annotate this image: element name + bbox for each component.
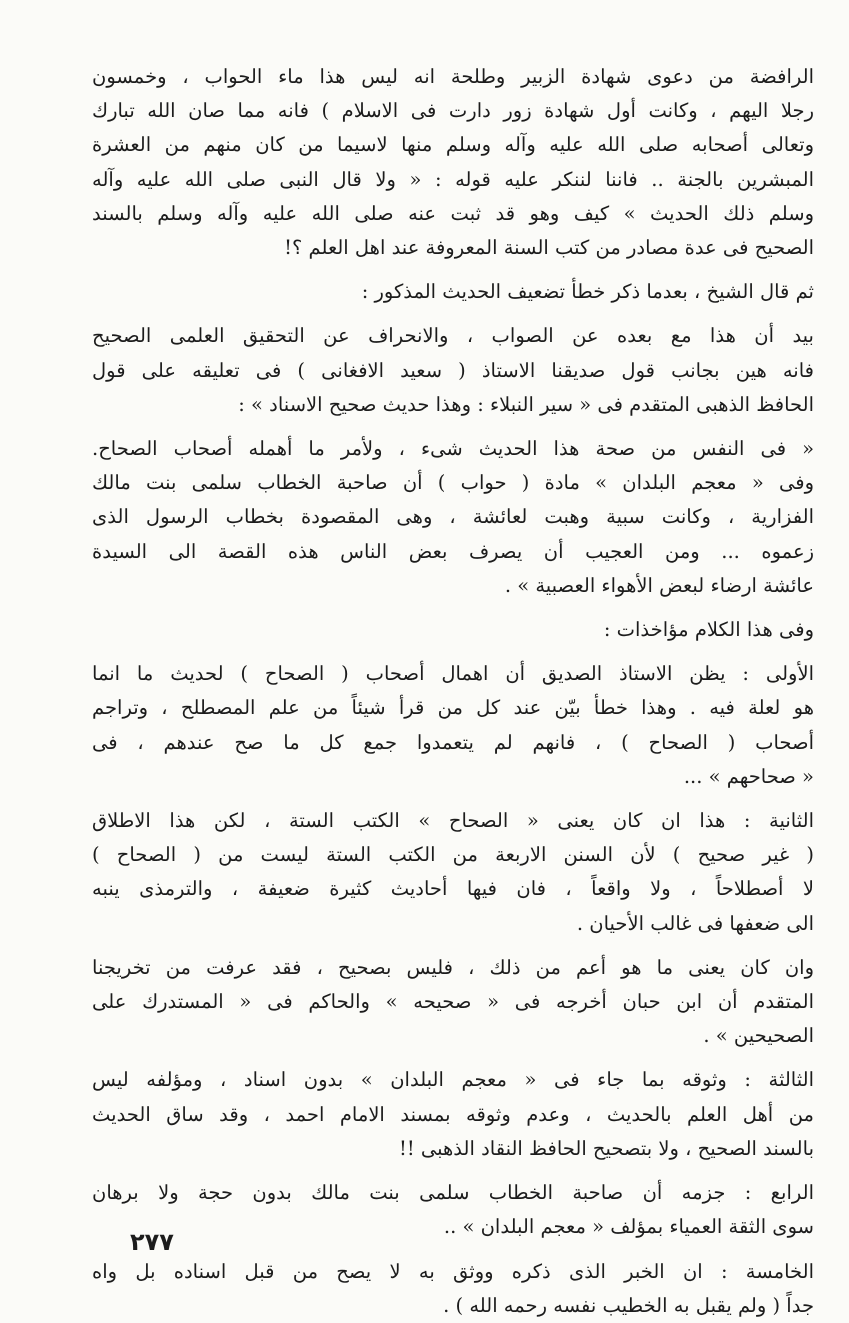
paragraph	[92, 432, 814, 603]
text-line: سوى الثقة العمياء بمؤلف « معجم البلدان » ..	[443, 1215, 814, 1239]
text-line: الرابع : جزمه أن صاحبة الخطاب سلمى بنت مالك بدون حجة ولا برهان	[92, 1181, 814, 1205]
text-line: المبشرين بالجنة .. فاننا لننكر عليه قوله : « ولا قال النبى صلى الله عليه وآله	[92, 167, 814, 191]
document-page	[92, 60, 814, 1323]
text-line: عائشة ارضاء لبعض الأهواء العصبية » .	[504, 573, 814, 597]
text-line: وتعالى أصحابه صلى الله عليه وآله وسلم منها لاسيما من كان منهم من العشرة	[92, 133, 814, 157]
paragraph	[92, 60, 814, 265]
text-line: الصحيح فى عدة مصادر من كتب السنة المعروفة عند اهل العلم ؟!	[284, 236, 814, 260]
text-line: لا أصطلاحاً ، ولا واقعاً ، فان فيها أحاديث كثيرة ضعيفة ، والترمذى ينبه	[92, 877, 814, 901]
text-line: الثانية : هذا ان كان يعنى « الصحاح » الكتب الستة ، لكن هذا الاطلاق	[92, 809, 814, 833]
text-line: وان كان يعنى ما هو أعم من ذلك ، فليس بصحيح ، فقد عرفت من تخريجنا	[92, 955, 814, 979]
text-line: رجلا اليهم ، وكانت أول شهادة زور دارت فى الاسلام ) فانه مما صان الله تبارك	[92, 99, 814, 123]
page-number: ٢٧٧	[130, 1228, 174, 1256]
text-line: الى ضعفها فى غالب الأحيان .	[576, 911, 814, 935]
paragraph	[92, 275, 814, 309]
paragraph	[92, 951, 814, 1054]
text-line: بيد أن هذا مع بعده عن الصواب ، والانحراف عن التحقيق العلمى الصحيح	[92, 324, 814, 348]
text-line: وفى « معجم البلدان » مادة ( حواب ) أن صاحبة الخطاب سلمى بنت مالك	[92, 471, 814, 495]
text-line: زعموه ... ومن العجيب أن يصرف بعض الناس هذه القصة الى السيدة	[92, 539, 814, 563]
text-line: الثالثة : وثوقه بما جاء فى « معجم البلدان » بدون اسناد ، ومؤلفه ليس	[92, 1068, 814, 1092]
paragraph	[92, 1063, 814, 1166]
text-line: الحافظ الذهبى المتقدم فى « سير النبلاء : وهذا حديث صحيح الاسناد » :	[238, 392, 814, 416]
paragraph	[92, 657, 814, 794]
text-line: الخامسة : ان الخبر الذى ذكره ووثق به لا يصح من قبل اسناده بل واه	[92, 1259, 814, 1283]
text-line: وسلم ذلك الحديث » كيف وهو قد ثبت عنه صلى الله عليه وآله وسلم بالسند	[92, 201, 814, 225]
paragraph	[92, 613, 814, 647]
text-line: بالسند الصحيح ، ولا بتصحيح الحافظ النقاد الذهبى !!	[399, 1136, 814, 1160]
text-line: جداً ( ولم يقبل به الخطيب نفسه رحمه الله ) .	[443, 1293, 814, 1317]
paragraph	[92, 804, 814, 941]
text-line: الصحيحين » .	[703, 1024, 814, 1048]
text-line: وفى هذا الكلام مؤاخذات :	[603, 618, 814, 642]
text-line: المتقدم أن ابن حبان أخرجه فى « صحيحه » والحاكم فى « المستدرك على	[92, 990, 814, 1014]
text-line: ثم قال الشيخ ، بعدما ذكر خطأ تضعيف الحديث المذكور :	[361, 280, 814, 304]
text-line: من أهل العلم بالحديث ، وعدم وثوقه بمسند الامام احمد ، وقد ساق الحديث	[92, 1102, 814, 1126]
text-line: الرافضة من دعوى شهادة الزبير وطلحة انه ليس هذا ماء الحواب ، وخمسون	[92, 65, 814, 88]
text-line: فانه هين بجانب قول صديقنا الاستاذ ( سعيد الافغانى ) فى تعليقه على قول	[92, 358, 814, 382]
text-line: « فى النفس من صحة هذا الحديث شىء ، ولأمر ما أهمله أصحاب الصحاح.	[92, 437, 814, 461]
text-line: أصحاب ( الصحاح ) ، فانهم لم يتعمدوا جمع كل ما صح عندهم ، فى	[92, 730, 814, 754]
text-line: « صحاحهم » ...	[683, 764, 814, 788]
text-line: ( غير صحيح ) لأن السنن الاربعة من الكتب الستة ليست من ( الصحاح )	[92, 843, 814, 867]
text-line: الأولى : يظن الاستاذ الصديق أن اهمال أصحاب ( الصحاح ) لحديث ما انما	[92, 662, 814, 686]
paragraph	[92, 319, 814, 422]
text-line: هو لعلة فيه . وهذا خطأ بيّن عند كل من قرأ شيئاً من علم المصطلح ، وتراجم	[92, 696, 814, 720]
text-line: الفزارية ، وكانت سبية وهبت لعائشة ، وهى المقصودة بخطاب الرسول الذى	[92, 505, 814, 529]
paragraph	[92, 1255, 814, 1323]
paragraph	[92, 1176, 814, 1244]
